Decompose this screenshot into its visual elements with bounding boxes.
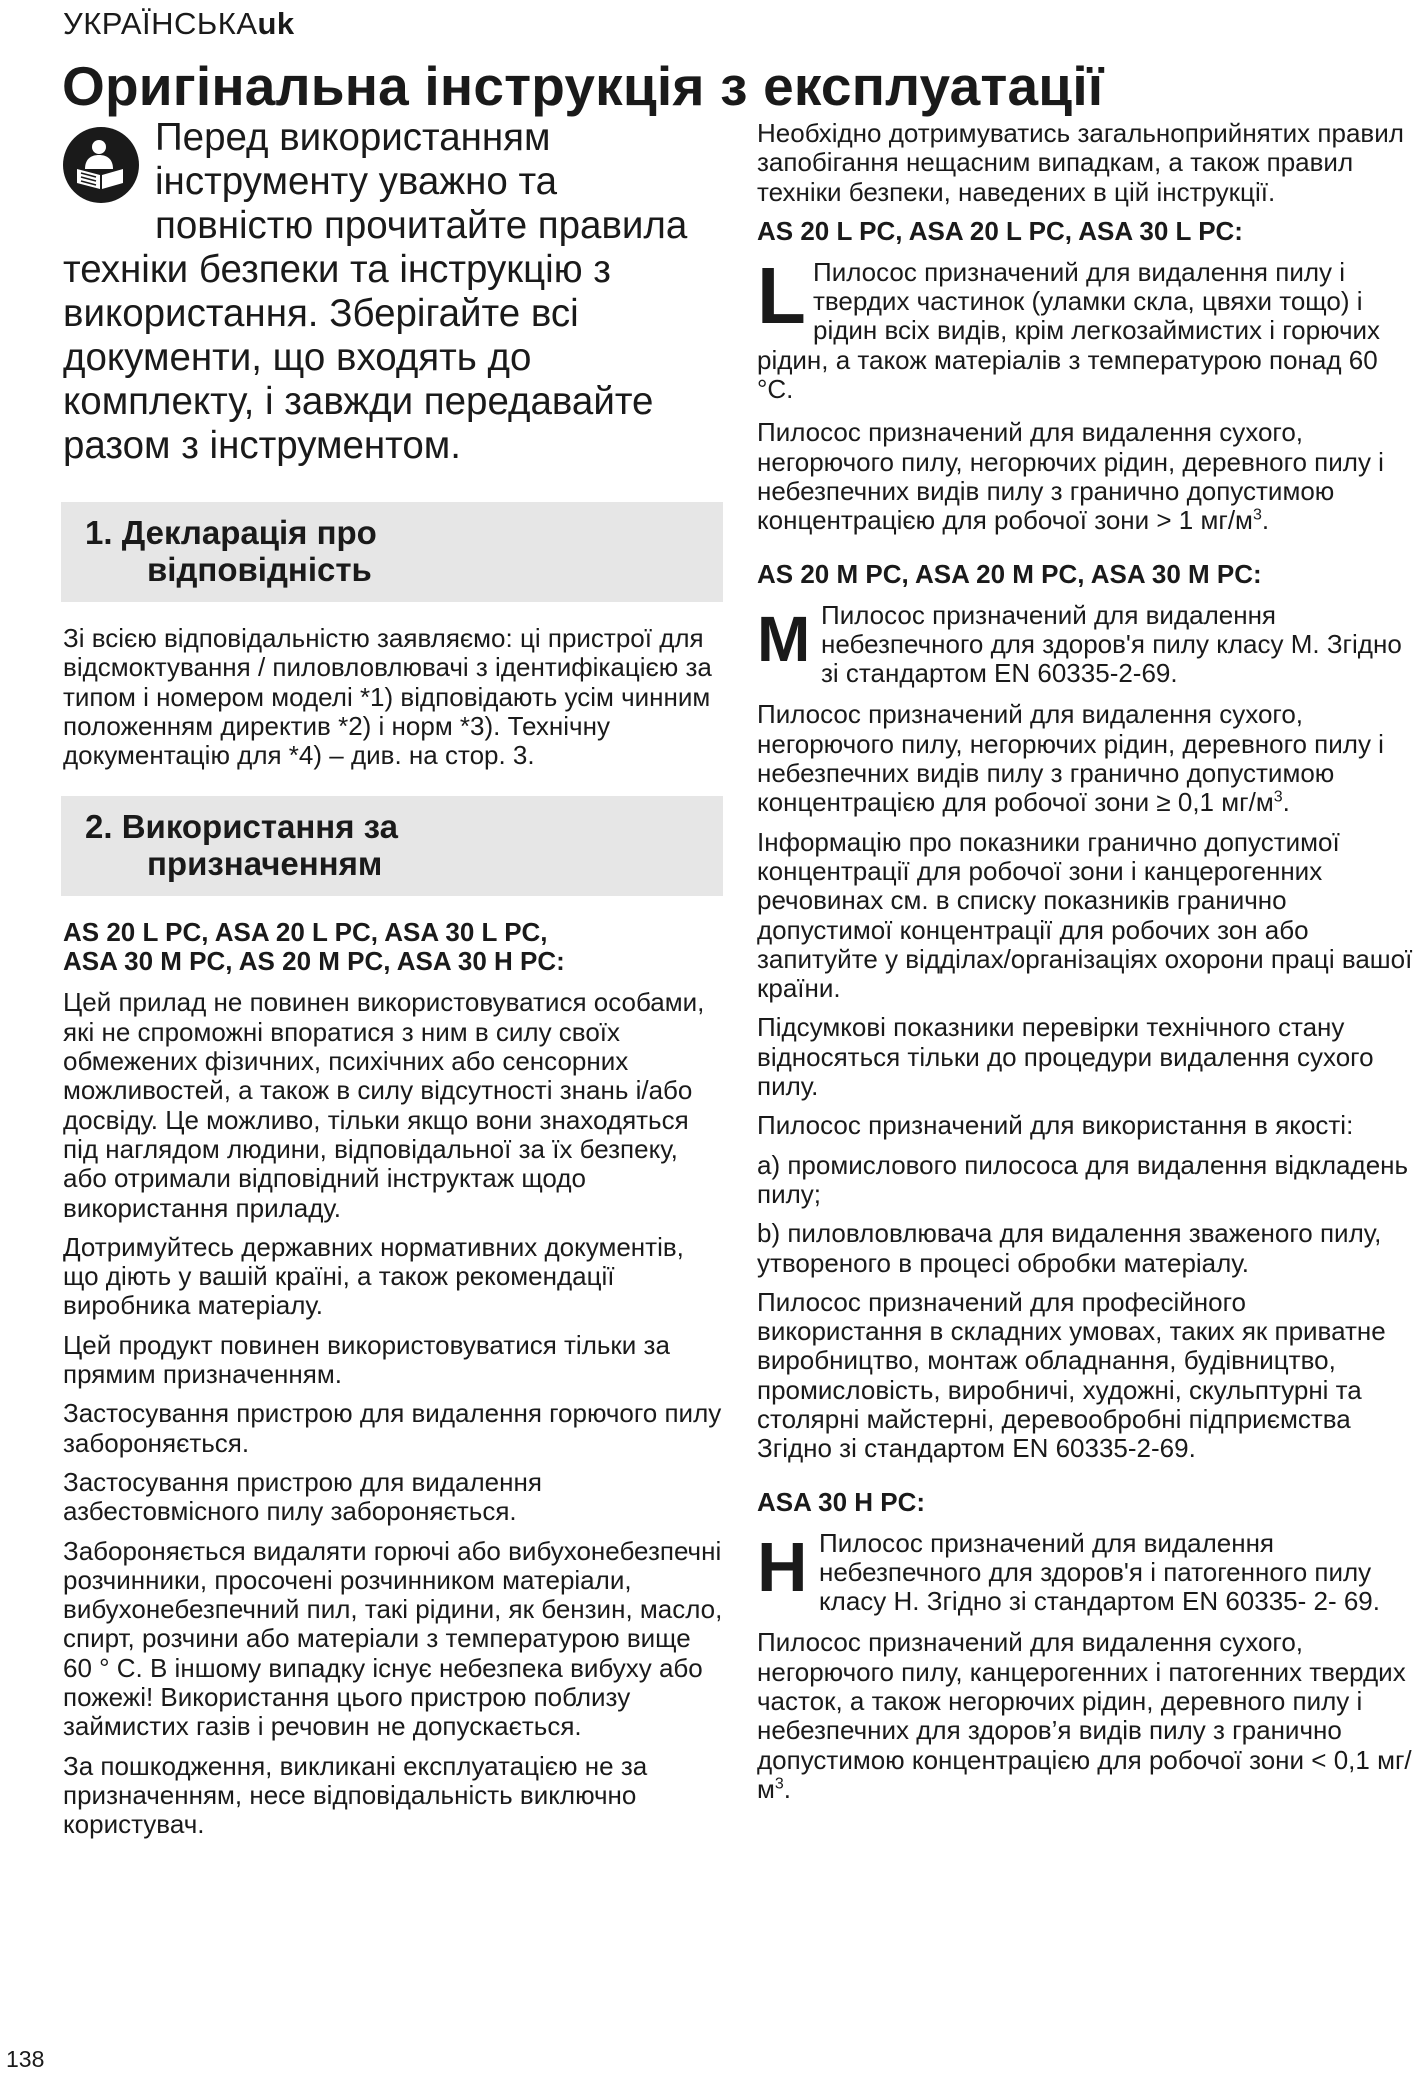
l-class-text: L Пилосос призначений для видалення пилу і твердих частинок (уламки скла, цвяхи тощо) і рідин всіх видів, крім легкозаймистих і горючих рідин, а також матеріалів з температурою понад 60 °C. bbox=[757, 250, 1381, 405]
page-title: Оригінальна інструкція з експлуатації bbox=[62, 55, 1104, 117]
intro-warning: Перед використанням інструменту уважно та повністю прочитайте правила техніки безпеки та інструкцію з використання. Зберігайте всі документи, що входять до комплекту, і завжди передавайте разом з інструментом. bbox=[63, 116, 688, 467]
paragraph: За пошкодження, викликані експлуатацією не за призначенням, несе відповідальність виключно користувач. bbox=[63, 1750, 648, 1840]
left-column bbox=[63, 116, 723, 1850]
paragraph: Застосування пристрою для видалення азбестовмісного пилу забороняється. bbox=[63, 1466, 542, 1527]
paragraph: Цей продукт повинен використовуватися тільки за прямим призначенням. bbox=[63, 1329, 670, 1390]
m-class-text-2: Пилосос призначений для видалення сухого, негорючого пилу, негорючих рідин, деревного пилу і небезпечних видів пилу з гранично допустимою концентрацією для робочої зони ≥ 0,1 $мг/м^3$. bbox=[757, 699, 1384, 818]
read-manual-icon bbox=[63, 127, 139, 203]
paragraph: Інформацію про показники гранично допустимої концентрації для робочої зони і канцерогенних речовинах см. в списку показників гранично допустимої концентрації для робочих зон або запитуйте у відділах/організаціях охорони праці вашої країни. bbox=[757, 826, 1413, 1004]
paragraph: Дотримуйтесь державних нормативних документів, що діють у вашій країні, а також рекомендації виробника матеріалу. bbox=[63, 1231, 684, 1321]
general-safety-text: Необхідно дотримуватись загальноприйнятих правил запобігання нещасним випадкам, а також правил техніки безпеки, наведених в цій інструкції. bbox=[757, 118, 1404, 207]
language-label: УКРАЇНСЬКАuk bbox=[63, 6, 295, 41]
paragraph: Забороняється видаляти горючі або вибухонебезпечні розчинники, просочені розчинником матеріали, вибухонебезпечний пил, такі рідини, як бензин, масло, спирт, розчини або матеріали з температурою вище 60 ° C. В іншому випадку існує небезпека вибуху або пожежі! Використання цього пристрою поблизу займистих газів і речовин не допускається. bbox=[63, 1535, 723, 1742]
l-class-badge: L bbox=[757, 250, 806, 340]
m-class-heading: AS 20 M PC, ASA 20 M PC, ASA 30 M PC: bbox=[757, 558, 1262, 589]
section-heading-intended-use: 2. Використання за призначенням bbox=[61, 796, 723, 896]
paragraph: Підсумкові показники перевірки технічного стану відносяться тільки до процедури видалення сухого пилу. bbox=[757, 1012, 1374, 1102]
paragraph: Застосування пристрою для видалення горючого пилу забороняється. bbox=[63, 1398, 722, 1458]
l-class-text-2: Пилосос призначений для видалення сухого, негорючого пилу, негорючих рідин, деревного пилу і небезпечних видів пилу з гранично допустимою концентрацією для робочої зони > 1 $мг/м^3$. bbox=[757, 417, 1384, 536]
h-class-text-2: Пилосос призначений для видалення сухого, негорючого пилу, канцерогенних і патогенних твердих часток, а також негорючих рідин, деревного пилу і небезпечних для здоров’я видів пилу з гранично допустимою концентрацією для робочої зони < 0,1 $мг/м^3$. bbox=[757, 1627, 1412, 1804]
h-class-heading: ASA 30 H PC: bbox=[757, 1486, 926, 1517]
paragraph: Цей прилад не повинен використовуватися особами, які не спроможні впоратися з ним в силу своїх обмежених фізичних, психічних або сенсорних можливостей, а також в силу відсутності знань і/або досвіду. Це можливо, тільки якщо вони знаходяться під наглядом людини, відповідальної за їх безпеку, або отримали відповідний інструктаж щодо використання приладу. bbox=[63, 987, 705, 1223]
paragraph: Пилосос призначений для використання в якості: bbox=[757, 1110, 1354, 1141]
h-class-badge: H bbox=[757, 1527, 808, 1606]
l-class-heading: AS 20 L PC, ASA 20 L PC, ASA 30 L PC: bbox=[757, 215, 1243, 246]
paragraph: а) промислового пилососа для видалення відкладень пилу; bbox=[757, 1149, 1409, 1209]
language-code: uk bbox=[257, 6, 295, 41]
paragraph: b) пиловловлювача для видалення зваженого пилу, утвореного в процесі обробки матеріалу. bbox=[757, 1218, 1382, 1278]
page-number: 138 bbox=[6, 2046, 45, 2072]
models-heading: AS 20 L PC, ASA 20 L PC, ASA 30 L PC, ASA 30 M PC, AS 20 M PC, ASA 30 H PC: bbox=[63, 917, 565, 977]
m-class-text: M Пилосос призначений для видалення небезпечного для здоров'я пилу класу M. Згідно зі стандартом EN 60335-2-69. bbox=[757, 599, 1402, 689]
paragraph: Пилосос призначений для професійного використання в складних умовах, таких як приватне виробництво, монтаж обладнання, будівництво, промисловість, виробничі, художні, скульптурні та столярні майстерні, деревообробні підприємства Згідно зі стандартом EN 60335-2-69. bbox=[757, 1286, 1386, 1464]
m-class-badge: M bbox=[757, 602, 811, 675]
declaration-text: Зі всією відповідальністю заявляємо: ці пристрої для відсмоктування / пиловловлювачі з ідентифікацією за типом і номером моделі *1) відповідають усім чинним положенням директив *2) і норм *3). Технічну документацію для *4) – див. на стор. 3. bbox=[63, 623, 712, 771]
section-heading-declaration: 1. Декларація про відповідність bbox=[61, 502, 723, 602]
h-class-text: H Пилосос призначений для видалення небезпечного для здоров'я і патогенного пилу класу H. Згідно зі стандартом EN 60335- 2- 69. bbox=[757, 1527, 1380, 1617]
right-column bbox=[757, 119, 1417, 1814]
